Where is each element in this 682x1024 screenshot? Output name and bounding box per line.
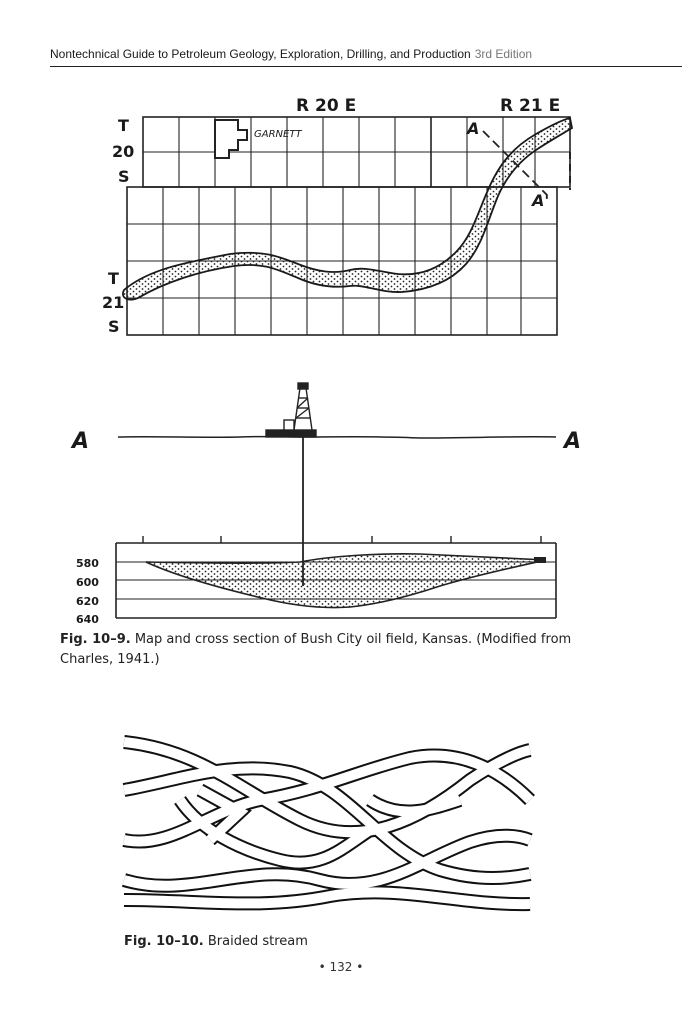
fig-10-10-label: Fig. 10–10. [124,934,204,949]
range-label-r21e: R 21 E [500,96,561,116]
township-map [127,117,570,335]
fig-10-10-text: Braided stream [207,934,308,949]
section-end-label: A' [532,191,550,210]
depth-label-640: 640 [76,613,99,626]
section-start-label: A [467,119,480,138]
section-label-left: A [72,429,90,454]
fig-10-10-caption [124,932,544,952]
township-t20s-line2: 20 [112,142,135,161]
sandstone-channel [123,118,572,300]
braided-stream-diagram [124,742,530,904]
township-t20s-line1: T [118,116,129,135]
page-number: • 132 • [318,960,364,974]
township-t21s-line3: S [108,317,120,336]
section-label-right: A [564,429,582,454]
fig-10-9-caption [60,630,590,670]
book-title: Nontechnical Guide to Petroleum Geology, Exploration, Drilling, and Production [50,47,471,61]
town-label-garnett: GARNETT [254,129,302,140]
fig-10-9-label: Fig. 10–9. [60,632,131,647]
depth-label-580: 580 [76,557,99,570]
lens-pinchout [534,557,546,563]
range-label-r20e: R 20 E [296,96,357,116]
depth-label-620: 620 [76,595,99,608]
fig-10-9-text: Map and cross section of Bush City oil field, Kansas. (Modified from Charles, 1941.) [60,632,572,667]
township-t21s-line2: 21 [102,293,125,312]
drilling-rig-icon [266,383,316,437]
township-t20s-line3: S [118,167,130,186]
township-t21s-line1: T [108,269,119,288]
edition-label: 3rd Edition [474,47,533,61]
depth-label-600: 600 [76,576,99,589]
